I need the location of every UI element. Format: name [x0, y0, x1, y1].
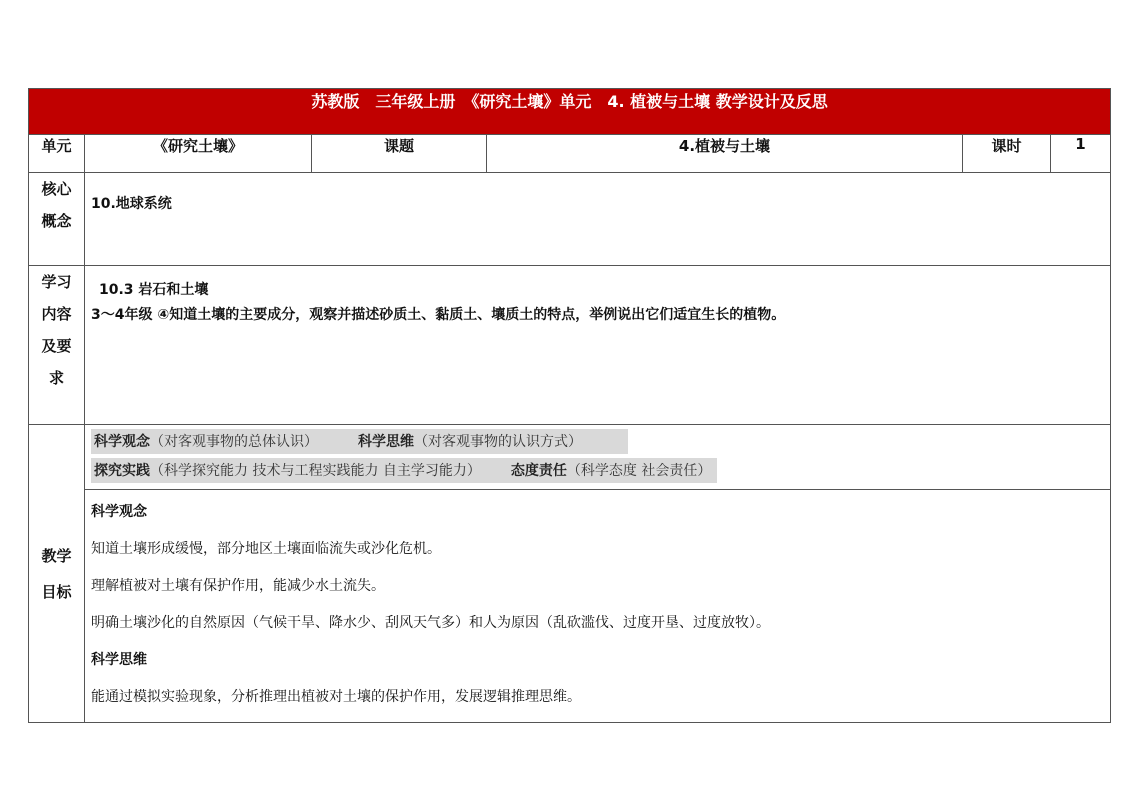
- goal-item: 明确土壤沙化的自然原因（气候干旱、降水少、刮风天气多）和人为原因（乱砍滥伐、过度开垦、过度放牧）。: [91, 615, 770, 631]
- teaching-goals-row: [29, 425, 1111, 723]
- lesson-plan-table: [28, 88, 1111, 723]
- goal-list: [85, 490, 1110, 722]
- dimension-chip: 科学观念（对客观事物的总体认识） 科学思维（对客观事物的认识方式）: [91, 429, 628, 454]
- info-row: [29, 135, 1111, 173]
- requirement-detail: 3～4年级 ④知道土壤的主要成分，观察并描述砂质土、黏质土、壤质土的特点，举例说出它们适宜生长的植物。: [91, 307, 786, 323]
- goal-heading: 科学观念: [91, 504, 147, 520]
- dimension-chip: 探究实践（科学探究能力 技术与工程实践能力 自主学习能力） 态度责任（科学态度 社会责任）: [91, 458, 717, 483]
- period-label: 课时: [963, 135, 1051, 173]
- teaching-goals-label: 教学 目标: [29, 425, 85, 723]
- requirements-content: [85, 266, 1111, 425]
- core-concept-value: 10.地球系统: [85, 173, 1111, 266]
- requirements-row: [29, 266, 1111, 425]
- goal-item: 能通过模拟实验现象，分析推理出植被对土壤的保护作用，发展逻辑推理思维。: [91, 689, 581, 705]
- requirements-label: 学习 内容 及要 求: [29, 266, 85, 425]
- requirement-standard: 10.3 岩石和土壤: [99, 282, 209, 298]
- topic-label: 课题: [312, 135, 487, 173]
- goal-heading: 科学思维: [91, 652, 147, 668]
- core-concept-row: [29, 173, 1111, 266]
- unit-value: 《研究土壤》: [85, 135, 312, 173]
- literacy-dimensions: [85, 425, 1110, 490]
- title-row: [29, 89, 1111, 135]
- core-concept-label: 核心 概念: [29, 173, 85, 266]
- page-title: 苏教版 三年级上册 《研究土壤》单元 4. 植被与土壤 教学设计及反思: [29, 89, 1111, 135]
- topic-value: 4.植被与土壤: [487, 135, 963, 173]
- teaching-goals-content: [85, 425, 1111, 723]
- goal-item: 知道土壤形成缓慢，部分地区土壤面临流失或沙化危机。: [91, 541, 441, 557]
- goal-item: 理解植被对土壤有保护作用，能减少水土流失。: [91, 578, 385, 594]
- period-value: 1: [1051, 135, 1111, 173]
- unit-label: 单元: [29, 135, 85, 173]
